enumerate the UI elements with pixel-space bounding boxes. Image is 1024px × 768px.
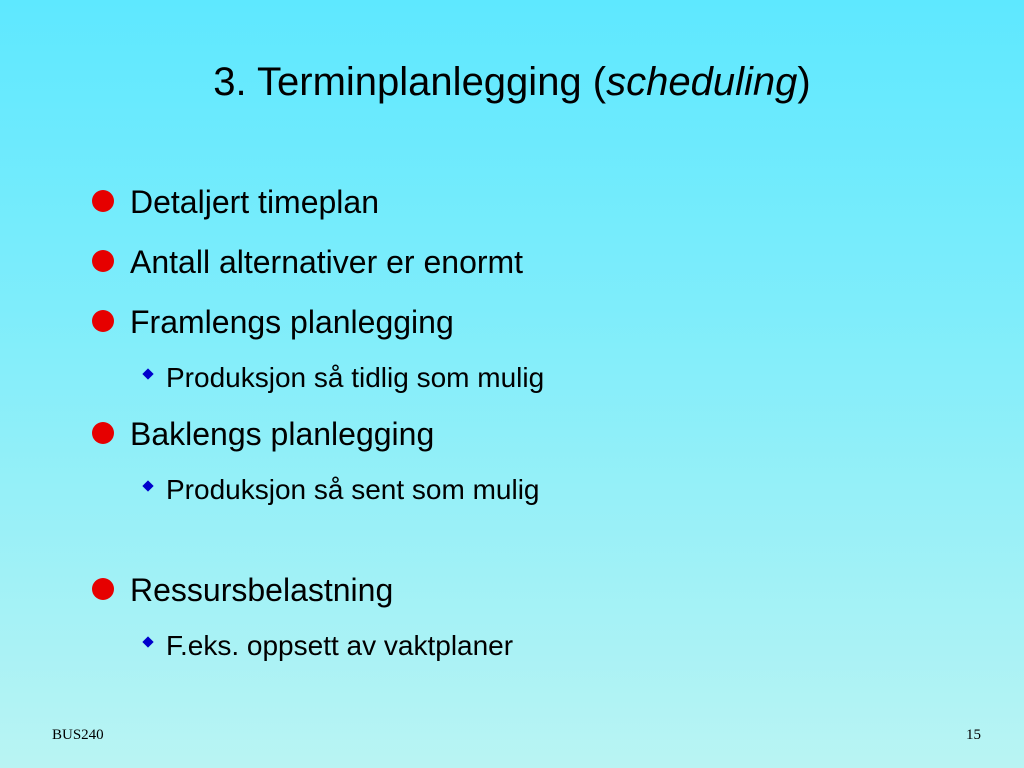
bullet-text: Framlengs planlegging (130, 304, 454, 340)
bullet-item (88, 568, 393, 612)
slide-title-end: ) (797, 60, 811, 104)
bullet-item (88, 180, 379, 224)
red-dot-bullet-icon (92, 578, 114, 600)
sub-bullet-item (140, 626, 513, 666)
bullet-item (88, 300, 454, 344)
red-dot-bullet-icon (92, 422, 114, 444)
bullet-item (88, 412, 434, 456)
blue-diamond-bullet-icon (142, 480, 153, 491)
slide-title (0, 52, 1024, 112)
blue-diamond-bullet-icon (142, 636, 153, 647)
bullet-item (88, 240, 523, 284)
sub-bullet-text: Produksjon så sent som mulig (166, 474, 540, 505)
slide-title-emphasis: scheduling (606, 60, 798, 104)
page-number: 15 (966, 727, 981, 743)
slide-title-main: 3. Terminplanlegging ( (213, 60, 607, 104)
sub-bullet-item (140, 358, 544, 398)
red-dot-bullet-icon (92, 250, 114, 272)
sub-bullet-text: F.eks. oppsett av vaktplaner (166, 630, 514, 661)
bullet-text: Baklengs planlegging (130, 416, 435, 452)
footer-course-code: BUS240 (52, 727, 104, 743)
red-dot-bullet-icon (92, 310, 114, 332)
bullet-text: Ressursbelastning (130, 572, 394, 608)
sub-bullet-item (140, 470, 540, 510)
red-dot-bullet-icon (92, 190, 114, 212)
sub-bullet-text: Produksjon så tidlig som mulig (166, 362, 545, 393)
bullet-text: Detaljert timeplan (130, 184, 379, 220)
bullet-text: Antall alternativer er enormt (130, 244, 524, 280)
blue-diamond-bullet-icon (142, 368, 153, 379)
